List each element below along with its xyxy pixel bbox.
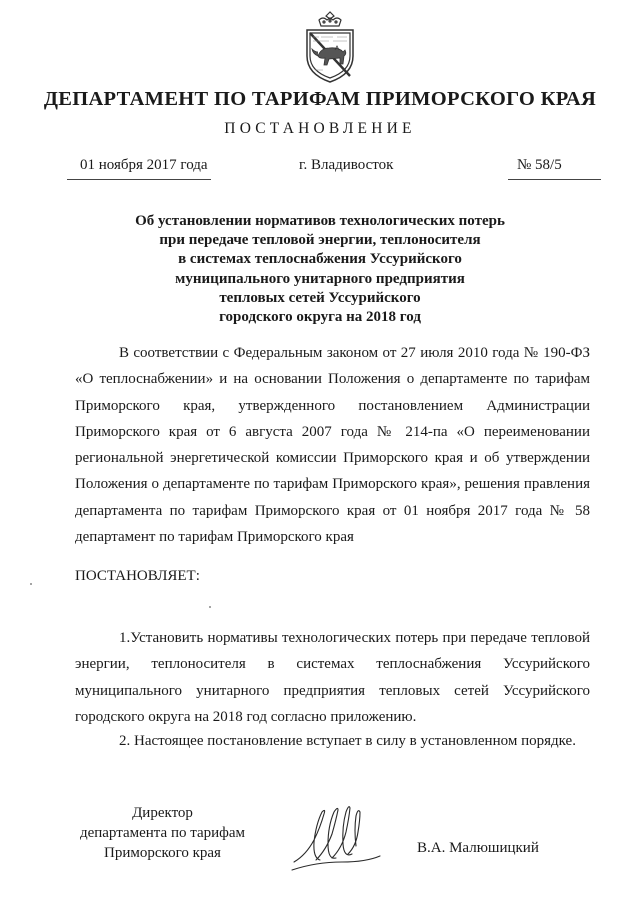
title-line: при передаче тепловой энергии, теплоносителя [159,232,481,249]
title-line: в системах теплоснабжения Уссурийского [178,251,462,268]
signatory-title-line: Приморского края [104,845,221,861]
preamble-text: В соответствии с Федеральным законом от 27 июля 2010 года № 190-ФЗ «О теплоснабжении» и на основании Положения о департаменте по тарифам Приморского края, утвержденного постановлением Администрации Приморского края от 6 августа 2007 года № 214-па «О переименовании региональной энергетической комиссии Приморского края и об утверждении Положения о департаменте по тарифам Приморского края», решения правления департамента по тарифам Приморского края от 01 ноября 2017 года № 58 департамент по тарифам Приморского края [75,345,590,546]
resolution-item-1 [75,625,590,730]
document-city: г. Владивосток [299,157,394,173]
document-title [100,212,540,327]
document-date: 01 ноября 2017 года [80,157,208,173]
title-line: Об установлении нормативов технологических потерь [135,213,505,229]
scan-speck [209,606,211,608]
number-underline [508,179,601,180]
resolution-item-2: 2. Настоящее постановление вступает в силу в установленном порядке. [119,733,576,749]
item-1-text: 1.Установить нормативы технологических потерь при передаче тепловой энергии, теплоносителя в системах теплоснабжения Уссурийского муниципального унитарного предприятия тепловых сетей Уссурийского городского округа на 2018 год согласно приложению. [75,630,590,725]
handwritten-signature [286,800,386,880]
date-underline [67,179,211,180]
resolve-heading: ПОСТАНОВЛЯЕТ: [75,568,200,584]
document-number: № 58/5 [517,157,562,173]
coat-of-arms-icon [299,10,361,86]
department-heading: ДЕПАРТАМЕНТ ПО ТАРИФАМ ПРИМОРСКОГО КРАЯ [43,88,597,110]
scan-speck [30,583,32,585]
preamble-paragraph [75,340,590,550]
signatory-title-line: Директор [132,805,193,821]
signatory-name: В.А. Малюшицкий [417,840,539,856]
title-line: муниципального унитарного предприятия [175,270,465,287]
signatory-title-line: департамента по тарифам [79,825,246,841]
title-line: тепловых сетей Уссурийского [219,289,421,306]
title-line: городского округа на 2018 год [219,309,421,326]
document-type: ПОСТАНОВЛЕНИЕ [224,120,416,137]
signatory-title [75,803,250,863]
